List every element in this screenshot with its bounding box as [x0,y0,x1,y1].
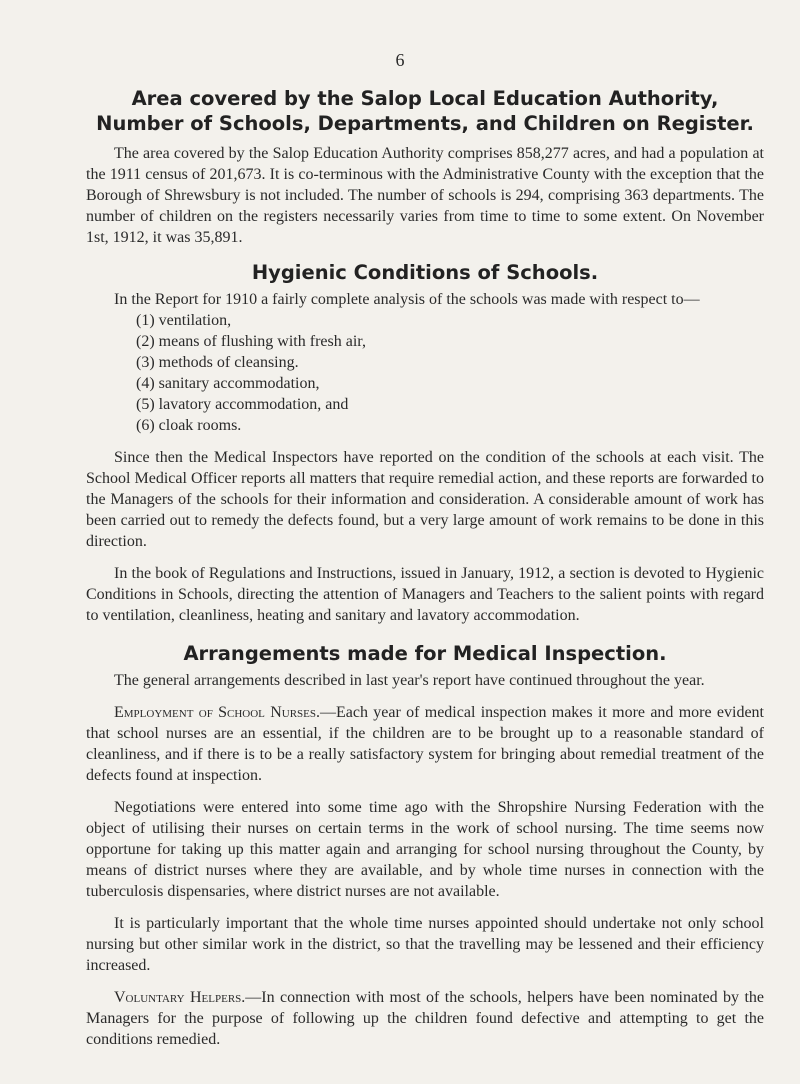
employment-subheading: Employment of School Nurses. [114,704,320,721]
list-item: (1) ventilation, [136,312,232,329]
paragraph-whole-time-nurses: It is particularly important that the whole time nurses appointed should undertake not only school nursing but other similar work in the district, so that the travelling may be lessened and their efficiency increased. [86,915,764,974]
hygienic-list [86,310,764,436]
voluntary-text: —In connection with most of the schools, helpers have been nominated by the Managers for the purpose of following up the children found defective and attempting to get the conditions remedied. [86,989,764,1048]
voluntary-subheading: Voluntary Helpers. [114,989,246,1006]
section-heading-hygienic: Hygienic Conditions of Schools. [251,261,599,284]
list-item: (4) sanitary accommodation, [136,375,320,392]
list-item: (5) lavatory accommodation, and [136,396,349,413]
paragraph-general-arrangements: The general arrangements described in last year's report have continued throughout the year. [114,672,705,689]
section-heading-arrangements: Arrangements made for Medical Inspection. [183,642,667,665]
list-item: (3) methods of cleansing. [136,354,299,371]
paragraph-medical-inspectors: Since then the Medical Inspectors have reported on the condition of the schools at each visit. The School Medical Officer reports all matters that require remedial action, and these reports are forwarded to the Managers of the schools for their information and consideration. A considerable amount of work has been carried out to remedy the defects found, but a very large amount of work remains to be done in this direction. [86,449,764,550]
paragraph-area: The area covered by the Salop Education Authority comprises 858,277 acres, and had a population at the 1911 census of 201,673. It is co-terminous with the Administrative County with the exception that the Borough of Shrewsbury is not included. The number of schools is 294, comprising 363 departments. The number of children on the registers necessarily varies from time to time to some extent. On November 1st, 1912, it was 35,891. [86,145,764,246]
page-number: 6 [395,50,405,70]
page-content [86,86,764,1050]
paragraph-voluntary-helpers [86,987,764,1050]
paragraph-negotiations: Negotiations were entered into some time ago with the Shropshire Nursing Federation with the object of utilising their nurses on certain terms in the work of school nursing. The time seems now opportune for taking up this matter again and arranging for school nursing throughout the County, by means of district nurses where they are available, and by whole time nurses in connection with the tuberculosis dispensaries, where district nurses are not available. [86,799,764,900]
employment-text: —Each year of medical inspection makes it more and more evident that school nurses are an essential, if the children are to be brought up to a reasonable standard of cleanliness, and if there is to be a really satisfactory system for bringing about remedial treatment of the defects found at inspection. [86,704,764,784]
paragraph-employment-nurses [86,702,764,786]
section-heading-area: Area covered by the Salop Local Education Authority, Number of Schools, Departments, and Children on Register. [96,87,754,135]
paragraph-hygienic-intro: In the Report for 1910 a fairly complete analysis of the schools was made with respect to— [114,291,700,308]
list-item: (6) cloak rooms. [136,417,242,434]
list-item: (2) means of flushing with fresh air, [136,333,366,350]
paragraph-regulations: In the book of Regulations and Instructions, issued in January, 1912, a section is devoted to Hygienic Conditions in Schools, directing the attention of Managers and Teachers to the salient points with regard to ventilation, cleanliness, heating and sanitary and lavatory accommodation. [86,565,764,624]
